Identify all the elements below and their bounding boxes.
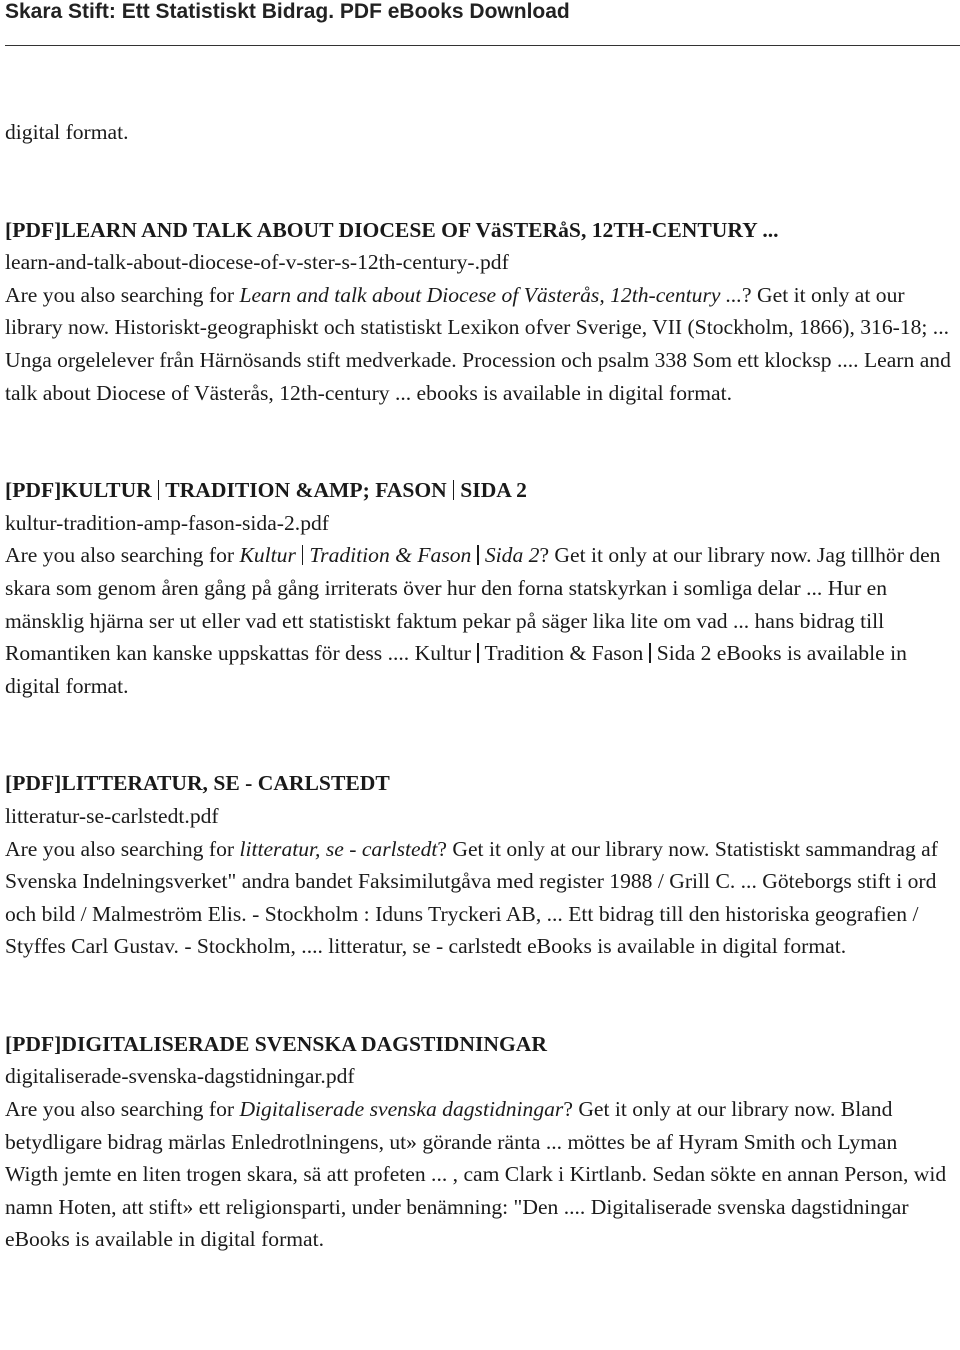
search-query: [239, 543, 539, 567]
entry-filename: digitaliserade-svenska-dagstidningar.pdf: [5, 1064, 355, 1089]
closing-part: Sida 2 eBooks is available in digital format.: [5, 641, 907, 698]
search-query: Digitaliserade svenska dagstidningar: [239, 1097, 564, 1122]
entry-title[interactable]: [PDF]LITTERATUR, SE - CARLSTEDT: [5, 771, 390, 796]
title-part: [PDF]KULTUR: [5, 478, 152, 503]
entry-filename: litteratur-se-carlstedt.pdf: [5, 803, 219, 828]
entry-title[interactable]: [5, 474, 955, 507]
separator-bar: [158, 480, 160, 500]
closing-part: Tradition & Fason: [484, 641, 644, 666]
query-part: Kultur: [239, 543, 296, 568]
excerpt-text: Bland betydligare bidrag märlas Enledrotlningens, ut» görande ränta ... möttes be af Hyram Smith och Lyman Wigth jemte en liten trogen skara, sä att profeten ... , cam Clark i Kirtlanb. Sedan sökte en annan Person, wid namn Hoten, att stift» ett religionsparti, under benämning: "Den .... Digitaliserade svenska dagstidningar eBooks is available in digital format.: [5, 1097, 947, 1252]
entry-description: [5, 1093, 955, 1256]
entry-description: [5, 833, 955, 963]
query-part: Sida 2: [484, 543, 540, 568]
ebook-entry: [5, 214, 955, 410]
separator-bar: [649, 643, 651, 663]
entry-description: [5, 279, 955, 409]
separator-bar: [302, 545, 304, 565]
entry-filename: learn-and-talk-about-diocese-of-v-ster-s-12th-century-.pdf: [5, 250, 509, 275]
search-prefix: Are you also searching for: [5, 836, 240, 861]
search-prefix: Are you also searching for: [5, 1097, 240, 1122]
entry-title[interactable]: [PDF]LEARN AND TALK ABOUT DIOCESE OF VäSTERåS, 12TH-CENTURY ...: [5, 217, 779, 242]
page-header: [0, 0, 960, 48]
separator-bar: [453, 480, 455, 500]
search-query: litteratur, se - carlstedt: [239, 836, 438, 861]
page-title: Skara Stift: Ett Statistiskt Bidrag. PDF eBooks Download: [5, 0, 570, 23]
entry-filename: kultur-tradition-amp-fason-sida-2.pdf: [5, 510, 329, 535]
search-prefix: Are you also searching for: [5, 282, 240, 307]
excerpt-text: Statistiskt sammandrag af Svenska Indelningsverket" andra bandet Faksimilutgåva med register 1988 / Grill C. ... Göteborgs stift i ord och bild / Malmeström Elis. - Stockholm : Iduns Tryckeri AB, ... Ett bidrag till den historiska geografien / Styffes Carl Gustav. - Stockholm, .... litteratur, se - carlstedt eBooks is available in digital format.: [5, 836, 938, 959]
continued-text: digital format.: [5, 120, 129, 144]
query-part: Tradition & Fason: [309, 543, 472, 568]
ebook-entry: [5, 474, 955, 702]
closing-part: Kultur: [414, 641, 471, 666]
library-note: ? Get it only at our library now.: [539, 543, 812, 568]
entry-title[interactable]: [PDF]DIGITALISERADE SVENSKA DAGSTIDNINGAR: [5, 1031, 547, 1056]
excerpt-text: Jag tillhör den skara som genom åren gång på gång irriterats över hur den forna statskyrkan i somliga delar ... Hur en mänsklig hjärna ser ut eller vad ett statistiskt faktum pekar på säger lika lite om vad ... hans bidrag till Romantiken kan kanske uppskattas för dess ....: [5, 543, 941, 666]
library-note: ? Get it only at our library now.: [437, 836, 710, 861]
document-body: [5, 116, 955, 1256]
excerpt-text: Historiskt-geographiskt och statistiskt Lexikon ofver Sverige, VII (Stockholm, 1866), 316-18; ... Unga orgelelever från Härnösands stift medverkade. Procession och psalm 338 Som ett klocksp .... Learn and talk about Diocese of Västerås, 12th-century ... ebooks is available in digital format.: [5, 315, 951, 405]
library-note: ? Get it only at our library now.: [5, 282, 905, 340]
separator-bar: [477, 545, 479, 565]
search-prefix: Are you also searching for: [5, 543, 240, 568]
title-part: TRADITION &AMP; FASON: [165, 478, 447, 503]
library-note: ? Get it only at our library now.: [563, 1097, 836, 1122]
header-divider: [5, 45, 960, 46]
ebook-entry: [5, 767, 955, 963]
separator-bar: [477, 643, 479, 663]
search-query: Learn and talk about Diocese of Västerås, 12th-century ...: [239, 282, 743, 307]
title-part: SIDA 2: [460, 478, 527, 503]
ebook-entry: [5, 1028, 955, 1256]
entry-description: [5, 539, 955, 702]
